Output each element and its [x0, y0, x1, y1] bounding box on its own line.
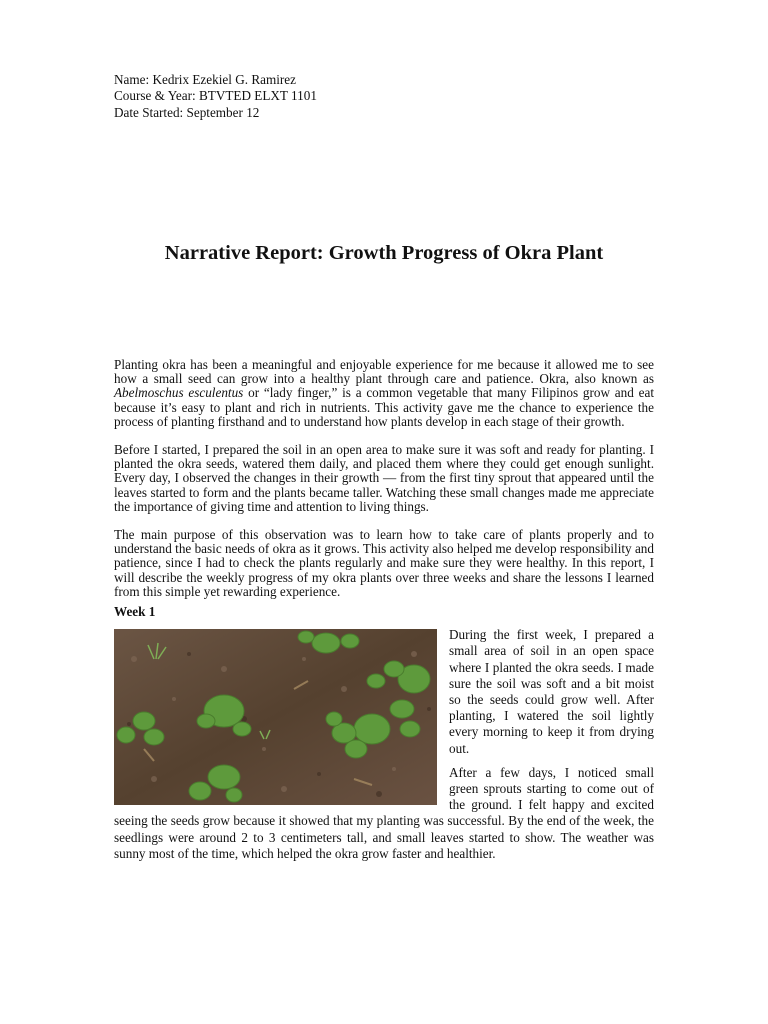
student-info: [114, 72, 317, 121]
intro-text: or “lady finger,” is a common vegetable that many Filipinos grow and eat because it’s easy to plant and rich in nutrients. This activity gave me the chance to experience the process of planting firsthand and to understand how plants develop in each stage of their growth.: [114, 385, 654, 429]
intro-text: Planting okra has been a meaningful and enjoyable experience for me because it allowed me to see how a small seed can grow into a healthy plant through care and patience. Okra, also known as: [114, 357, 654, 387]
scientific-name: Abelmoschus esculentus: [114, 385, 244, 401]
course-year: Course & Year: BTVTED ELXT 1101: [114, 88, 317, 104]
report-body: [114, 358, 654, 870]
week-1-paragraph-1: During the first week, I prepared a small area of soil in an open space where I planted the okra seeds. I made sure the soil was soft and a bit moist so the seeds could grow well. After planting, I watered the soil lightly every morning to keep it from drying out.: [449, 627, 654, 756]
intro-paragraph-3: The main purpose of this observation was to learn how to take care of plants properly and to understand the basic needs of okra as it grows. This activity also helped me develop responsibility and patience, since I had to check the plants regularly and make sure they were healthy. In this report, I will describe the weekly progress of my okra plants over three weeks and share the lessons I learned from this simple yet rewarding experience.: [114, 527, 654, 599]
week-1-paragraph-2: After a few days, I noticed small green sprouts starting to come out of the ground. I felt happy and excited seeing the seeds grow because it showed that my planting was successful. By the end of the week, the seedlings were around 2 to 3 centimeters tall, and small leaves started to show. The weather was sunny most of the time, which helped the okra grow faster and healthier.: [114, 764, 654, 861]
intro-paragraph-2: Before I started, I prepared the soil in an open area to make sure it was soft and ready for planting. I planted the okra seeds, watered them daily, and placed them where they could get enough sunlight. Every day, I observed the changes in their growth — from the first tiny sprout that appeared until the leaves started to form and the plants became taller. Watching these small changes made me appreciate the importance of giving time and attention to living things.: [114, 442, 654, 514]
okra-seedlings-photo: [114, 629, 437, 805]
date-started: Date Started: September 12: [114, 104, 260, 120]
week-1-heading: Week 1: [114, 604, 156, 620]
intro-paragraph-1: [114, 358, 654, 429]
week-1-section: [114, 627, 654, 870]
report-title: Narrative Report: Growth Progress of Okra Plant: [164, 242, 604, 264]
student-name: Name: Kedrix Ezekiel G. Ramirez: [114, 72, 296, 87]
